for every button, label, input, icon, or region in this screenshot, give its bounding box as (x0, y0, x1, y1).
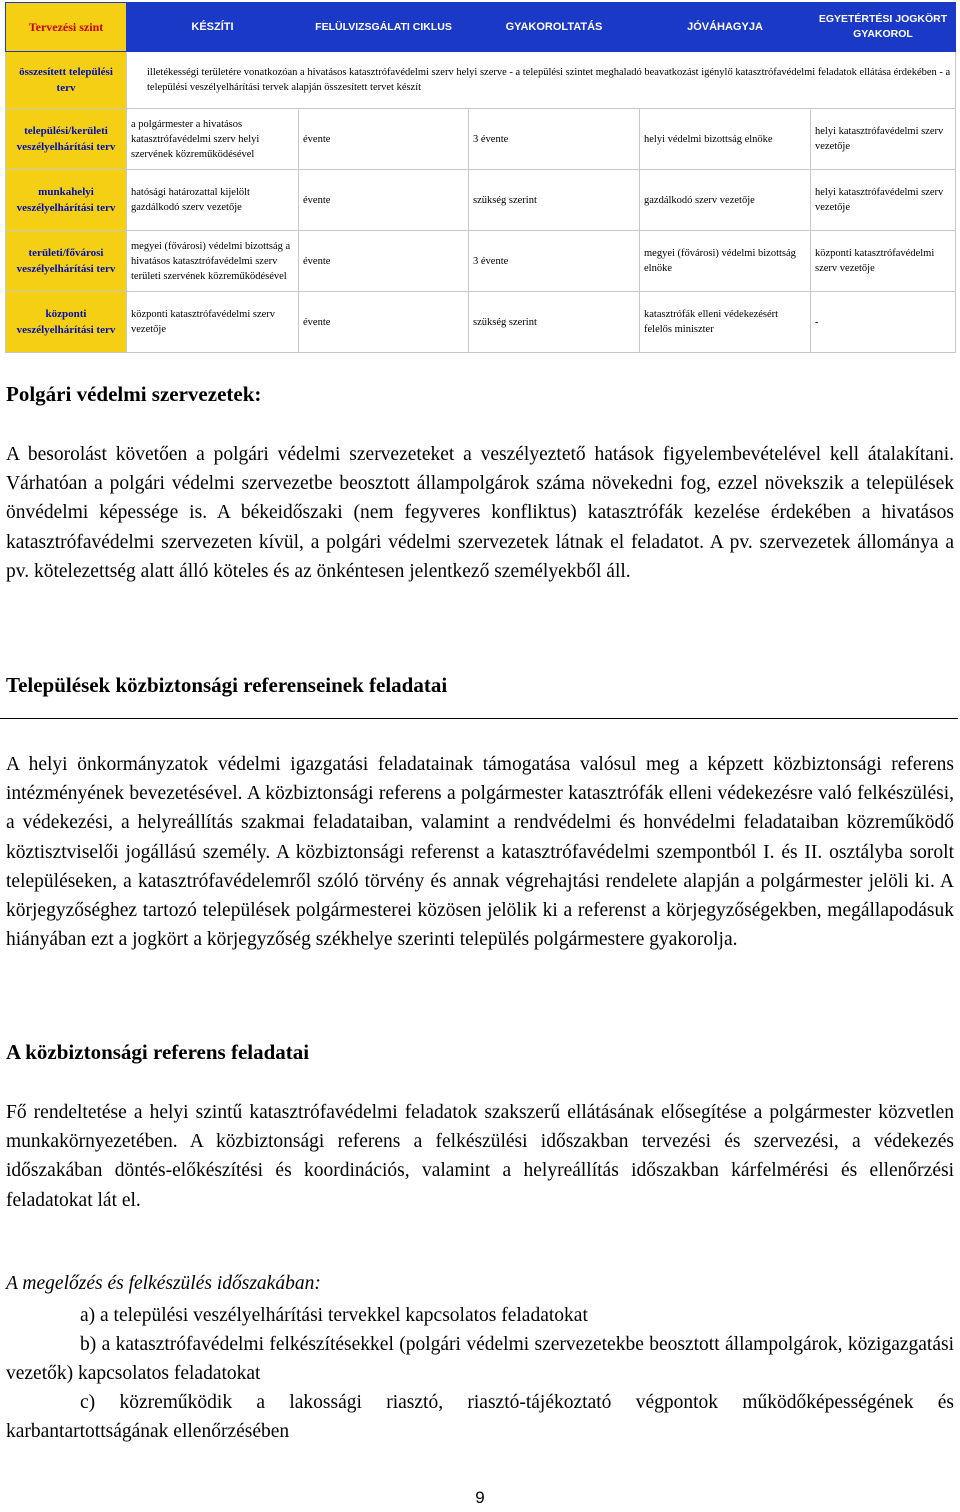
level-cell: munkahelyi veszélyelhárítási terv (6, 170, 127, 231)
section-title-kozbiztonsagi-referens: Települések közbiztonsági referenseinek feladatai (6, 673, 448, 697)
merged-cell: illetékességi területére vonatkozóan a hivatásos katasztrófavédelmi szerv helyi szerve - a települési szintet meghaladó beavatkozást igénylő katasztrófavédelmi feladatok ellátása érdekében - a települési veszélyelhárítási tervek alapján összesített tervet készít (127, 52, 956, 109)
page-number: 9 (475, 1488, 485, 1507)
keszit-cell: a polgármester a hivatásos katasztrófavédelmi szerv helyi szervének közreműködésével (127, 109, 299, 170)
list-item: b) a katasztrófavédelmi felkészítésekkel (polgári védelmi szervezetekbe beosztott állampolgárok, közigazgatási vezetők) kapcsolatos feladatokat (6, 1334, 954, 1385)
keszit-cell: hatósági határozattal kijelölt gazdálkodó szerv vezetője (127, 170, 299, 231)
jovahagy-cell: gazdálkodó szerv vezetője (640, 170, 811, 231)
egyetert-cell: helyi katasztrófavédelmi szerv vezetője (811, 109, 956, 170)
jovahagy-cell: katasztrófák elleni védekezésért felelős miniszter (640, 292, 811, 353)
keszit-cell: megyei (fővárosi) védelmi bizottság a hivatásos katasztrófavédelmi szerv területi szervének közreműködésével (127, 231, 299, 292)
jovahagy-cell: megyei (fővárosi) védelmi bizottság elnöke (640, 231, 811, 292)
egyetert-cell: helyi katasztrófavédelmi szerv vezetője (811, 170, 956, 231)
table-header-row (6, 3, 956, 52)
header-cell: JÓVÁHAGYJA (640, 3, 811, 52)
table-row (6, 231, 956, 292)
header-cell: KÉSZÍTI (127, 3, 299, 52)
level-cell: központi veszélyelhárítási terv (6, 292, 127, 353)
header-cell: GYAKOROLTATÁS (469, 3, 640, 52)
table-row (6, 292, 956, 353)
level-cell: települési/kerületi veszélyelhárítási terv (6, 109, 127, 170)
gyakorlat-cell: 3 évente (469, 109, 640, 170)
gyakorlat-cell: szükség szerint (469, 170, 640, 231)
list-item: c) közreműködik a lakossági riasztó, riasztó-tájékoztató végpontok működőképességének és karbantartottságának ellenőrzésében (6, 1392, 954, 1443)
header-cell: EGYETÉRTÉSI JOGKÖRT GYAKOROL (811, 3, 956, 52)
list-item: a) a települési veszélyelhárítási tervekkel kapcsolatos feladatokat (80, 1305, 588, 1326)
egyetert-cell: központi katasztrófavédelmi szerv vezetője (811, 231, 956, 292)
level-cell: területi/fővárosi veszélyelhárítási terv (6, 231, 127, 292)
gyakorlat-cell: szükség szerint (469, 292, 640, 353)
paragraph-kozbiztonsagi-referens: A helyi önkormányzatok védelmi igazgatási feladatainak támogatása valósul meg a képzett közbiztonsági referens intézményének bevezetésével. A közbiztonsági referens a polgármester katasztrófák elleni védekezésre való felkészülési, a védekezési, a helyreállítás szakmai feladataiban, valamint a rendvédelmi és honvédelmi feladataiban közreműködő köztisztviselői jogállású személy. A közbiztonsági referenst a katasztrófavédelmi szempontból I. és II. osztályba sorolt településeken, a katasztrófavédelemről szóló törvény és annak végrehajtási rendelete alapján a polgármester jelöli ki. A körjegyzőséghez tartozó települések polgármesterei közösen jelölik ki a referenst a körjegyzőségekben, megállapodásuk hiányában ezt a jogkört a körjegyzőség székhelye szerinti település polgármestere gyakorolja. (6, 754, 954, 951)
level-cell: összesített települési terv (6, 52, 127, 109)
jovahagy-cell: helyi védelmi bizottság elnöke (640, 109, 811, 170)
ciklus-cell: évente (299, 170, 469, 231)
table-row (6, 52, 956, 109)
subtitle-megelozes: A megelőzés és felkészülés időszakában: (6, 1273, 321, 1294)
header-cell: Tervezési szint (6, 3, 127, 52)
ciklus-cell: évente (299, 231, 469, 292)
planning-levels-table (5, 2, 956, 353)
section-title-polgari-vedelmi: Polgári védelmi szervezetek: (6, 382, 262, 406)
horizontal-divider (0, 718, 958, 719)
ciklus-cell: évente (299, 109, 469, 170)
table-row (6, 170, 956, 231)
table-row (6, 109, 956, 170)
gyakorlat-cell: 3 évente (469, 231, 640, 292)
header-cell: FELÜLVIZSGÁLATI CIKLUS (299, 3, 469, 52)
section-title-referens-feladatai: A közbiztonsági referens feladatai (6, 1040, 310, 1064)
egyetert-cell: - (811, 292, 956, 353)
paragraph-polgari-vedelmi: A besorolást követően a polgári védelmi szervezeteket a veszélyeztető hatások figyelembevételével kell átalakítani. Várhatóan a polgári védelmi szervezetbe beosztott állampolgárok száma növekedni fog, ezzel növekszik a települések önvédelmi képessége is. A békeidőszaki (nem fegyveres konfliktus) katasztrófák kezelése érdekében a hivatásos katasztrófavédelmi szervezeten kívül, a polgári védelmi szervezetek látnak el feladatot. A pv. szervezetek állománya a pv. kötelezettség alatt álló köteles és az önkéntesen jelentkező személyekből áll. (6, 444, 954, 582)
paragraph-referens-feladatai: Fő rendeltetése a helyi szintű katasztrófavédelmi feladatok szakszerű ellátásának elősegítése a polgármester közvetlen munkakörnyezetében. A közbiztonsági referens a felkészülési időszakban tervezési és szervezési, a védekezés időszakában döntés-előkészítési és koordinációs, valamint a helyreállítás időszakban kárfelmérési és ellenőrzési feladatokat lát el. (6, 1102, 954, 1211)
ciklus-cell: évente (299, 292, 469, 353)
keszit-cell: központi katasztrófavédelmi szerv vezetője (127, 292, 299, 353)
